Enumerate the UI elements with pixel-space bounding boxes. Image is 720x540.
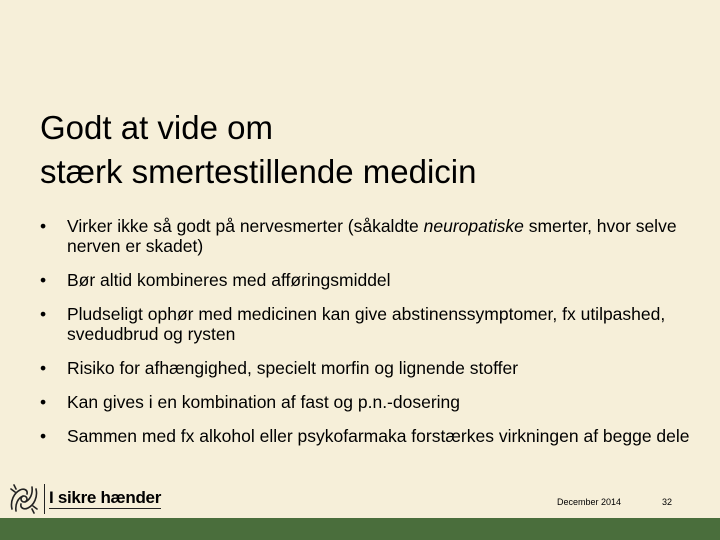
hands-emblem-icon bbox=[6, 481, 42, 517]
bullet-dot: • bbox=[40, 304, 47, 324]
bullet-text: Bør altid kombineres med afføringsmiddel bbox=[67, 270, 391, 290]
logo-text: I sikre hænder bbox=[49, 488, 162, 507]
bullet-text: Kan gives i en kombination af fast og p.n.-dosering bbox=[67, 392, 461, 412]
bullet-item bbox=[40, 426, 690, 446]
bullet-item bbox=[40, 358, 690, 378]
bullet-item bbox=[40, 392, 690, 412]
footer-date: December 2014 bbox=[557, 497, 622, 507]
bullet-item bbox=[40, 304, 690, 344]
slide-title bbox=[40, 106, 680, 194]
bullet-dot: • bbox=[40, 216, 47, 236]
footer-bar bbox=[0, 518, 720, 540]
bullet-text-after: smerter, hvor selve nerven er skadet) bbox=[67, 216, 677, 256]
title-line-1: Godt at vide om bbox=[40, 109, 273, 146]
bullet-text-italic: neuropatiske bbox=[423, 216, 524, 236]
bullet-dot: • bbox=[40, 270, 47, 290]
bullet-item bbox=[40, 270, 690, 290]
bullet-text: Risiko for afhængighed, specielt morfin og lignende stoffer bbox=[67, 358, 519, 378]
bullet-text: Pludseligt ophør med medicinen kan give abstinenssymptomer, fx utilpashed, svedudbrud og rysten bbox=[67, 304, 666, 344]
logo-divider bbox=[44, 484, 45, 514]
bullet-dot: • bbox=[40, 426, 47, 446]
bullet-item bbox=[40, 216, 690, 256]
bullet-list bbox=[40, 216, 690, 460]
bullet-dot: • bbox=[40, 358, 47, 378]
bullet-text: Sammen med fx alkohol eller psykofarmaka forstærkes virkningen af begge dele bbox=[67, 426, 690, 446]
page-number: 32 bbox=[662, 497, 673, 507]
logo bbox=[6, 481, 161, 517]
title-line-2: stærk smertestillende medicin bbox=[40, 153, 477, 190]
bullet-dot: • bbox=[40, 392, 47, 412]
bullet-text-before: Virker ikke så godt på nervesmerter (såkaldte bbox=[67, 216, 424, 236]
